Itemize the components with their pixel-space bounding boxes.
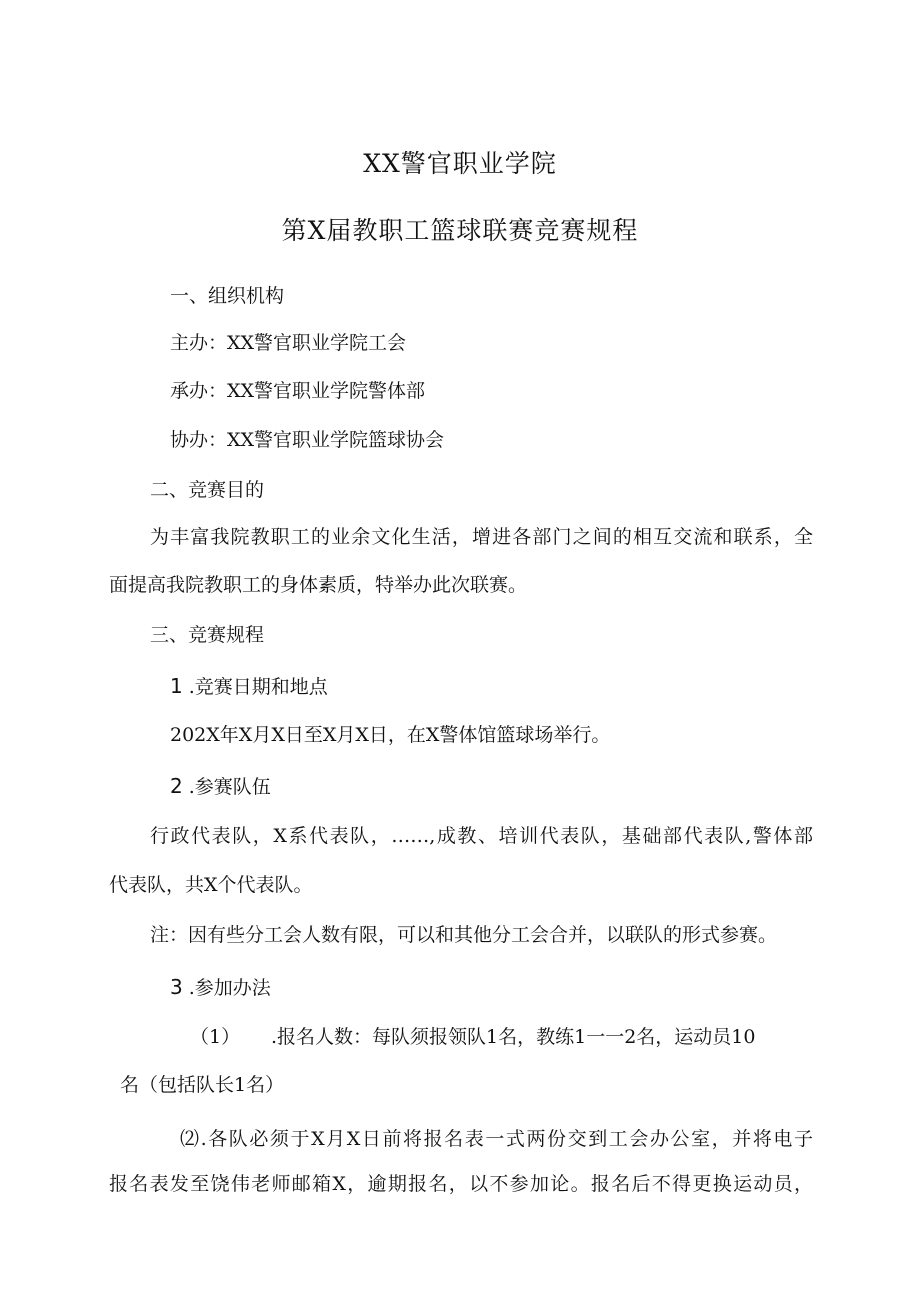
section-3-heading: 三、竞赛规程 bbox=[150, 624, 265, 646]
item-3-sub-2-line-1: ⑵.各队必须于X月X日前将报名表一式两份交到工会办公室，并将电子 bbox=[180, 1128, 813, 1150]
item-1-text: 202X年X月X日至X月X日，在X警体馆篮球场举行。 bbox=[170, 724, 611, 746]
item-2-text-line-1: 行政代表队，X系代表队，……,成教、培训代表队，基础部代表队,警体部 bbox=[150, 825, 813, 847]
item-1-title: .竞赛日期和地点 bbox=[188, 676, 328, 698]
item-2-title: .参赛队伍 bbox=[188, 776, 271, 798]
item-3-sub-1-label: （1） bbox=[190, 1026, 241, 1048]
item-3-sub-2-line-2: 报名表发至饶伟老师邮箱X，逾期报名，以不参加论。报名后不得更换运动员， bbox=[109, 1173, 813, 1195]
document-title-rules: 第X届教职工篮球联赛竞赛规程 bbox=[281, 216, 639, 245]
item-2-text-line-2: 代表队，共X个代表队。 bbox=[109, 874, 313, 896]
item-2-number: 2 bbox=[170, 774, 183, 798]
item-2-note: 注：因有些分工会人数有限，可以和其他分工会合并，以联队的形式参赛。 bbox=[150, 924, 778, 946]
purpose-paragraph-line-1: 为丰富我院教职工的业余文化生活，增进各部门之间的相互交流和联系，全 bbox=[150, 526, 813, 548]
organizer-line: 承办：XX警官职业学院警体部 bbox=[170, 380, 426, 402]
purpose-paragraph-line-2: 面提高我院教职工的身体素质，特举办此次联赛。 bbox=[109, 574, 528, 596]
item-2-heading bbox=[170, 774, 271, 799]
section-2-heading: 二、竞赛目的 bbox=[150, 479, 265, 501]
host-line: 主办：XX警官职业学院工会 bbox=[170, 332, 407, 354]
item-3-heading bbox=[170, 975, 271, 1000]
item-3-number: 3 bbox=[170, 975, 183, 999]
co-organizer-line: 协办：XX警官职业学院篮球协会 bbox=[170, 429, 445, 451]
section-1-heading: 一、组织机构 bbox=[170, 285, 285, 307]
item-3-sub-1-text: .报名人数：每队须报领队1名，教练1一一2名，运动员10 bbox=[271, 1026, 756, 1048]
item-3-title: .参加办法 bbox=[188, 977, 271, 999]
item-3-sub-1-continuation: 名（包括队长1名） bbox=[120, 1074, 285, 1096]
document-title-school: XX警官职业学院 bbox=[363, 149, 557, 178]
item-1-number: 1 bbox=[170, 674, 183, 698]
item-1-heading bbox=[170, 674, 328, 699]
